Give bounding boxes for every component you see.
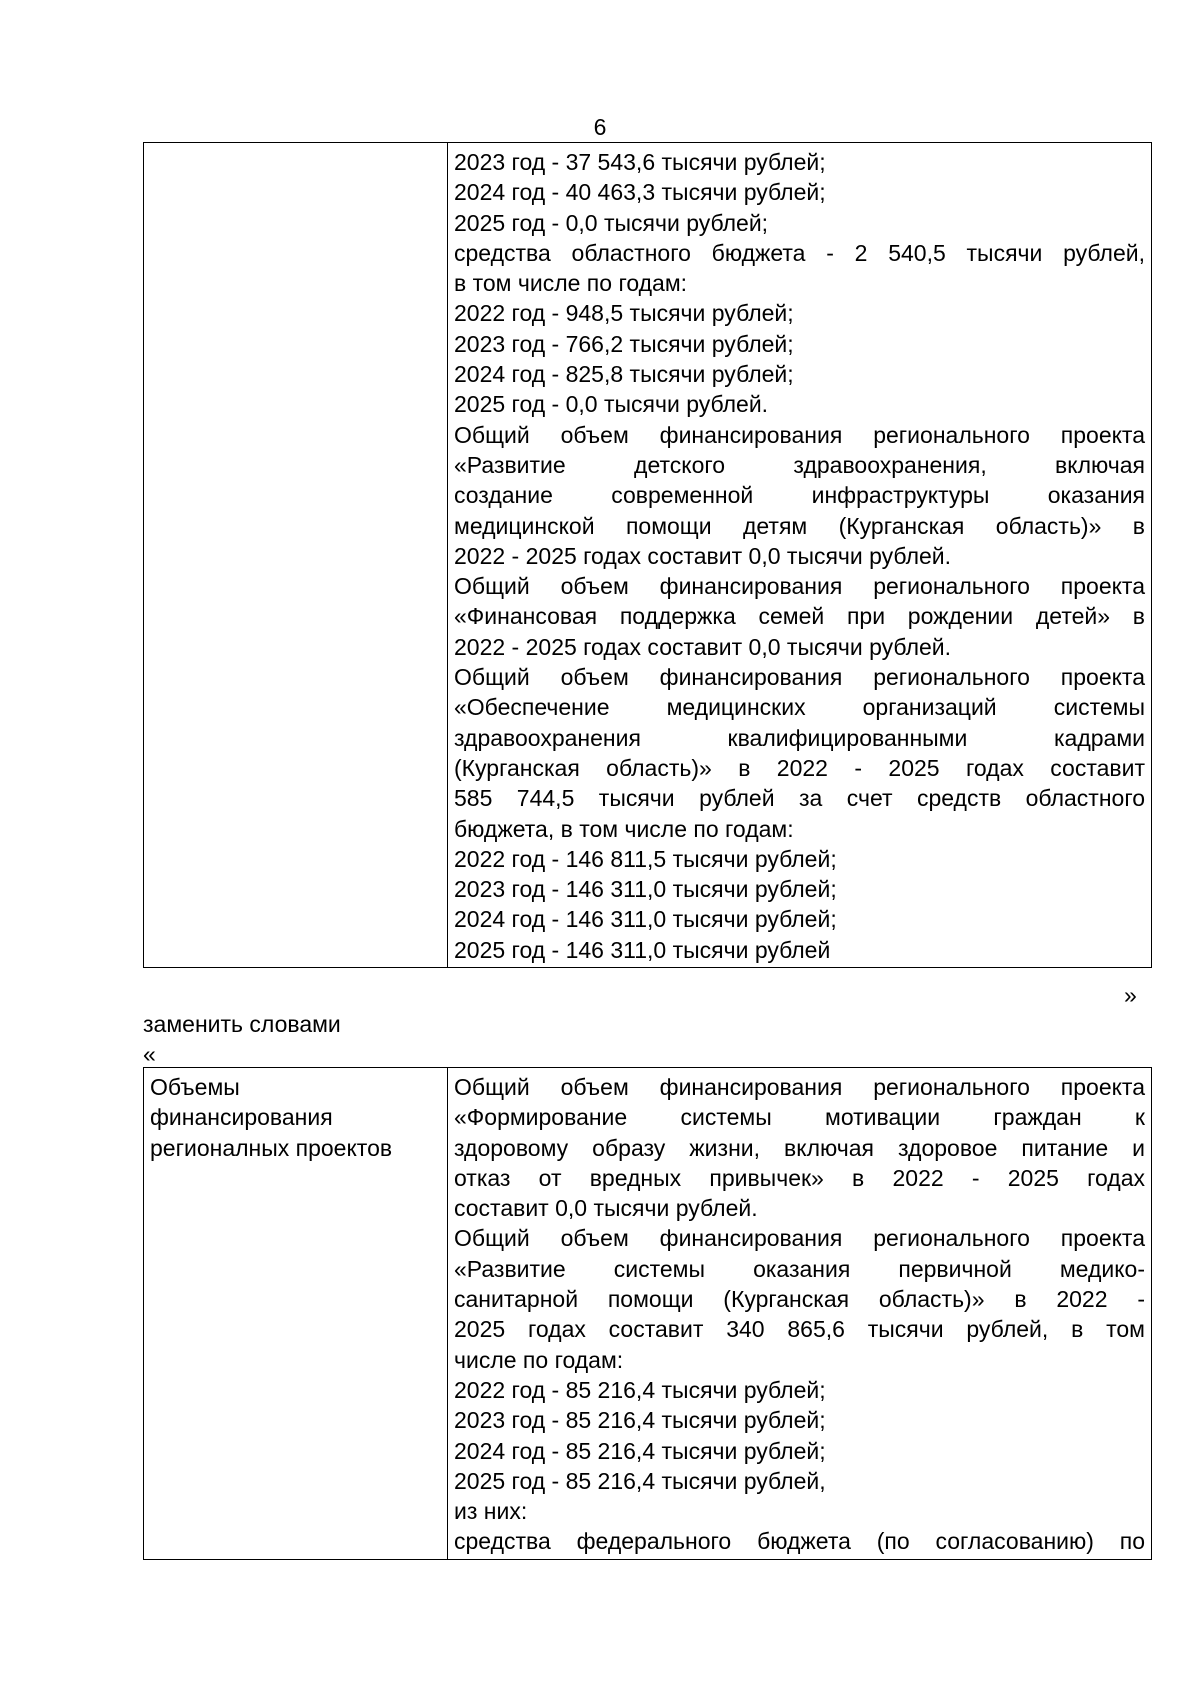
text-line: отказ от вредных привычек» в 2022 - 2025 годах	[454, 1164, 1145, 1191]
table-left-cell	[144, 143, 448, 968]
financing-table-old	[143, 142, 1152, 968]
text-line: Общий объем финансирования регионального проекта	[454, 573, 1145, 600]
text-line: 2025 годах составит 340 865,6 тысячи рублей, в том	[454, 1316, 1145, 1343]
financing-text-old	[454, 147, 1145, 965]
financing-table-new	[143, 1067, 1152, 1560]
text-line: Объемы	[150, 1074, 240, 1100]
text-line: Общий объем финансирования регионального проекта	[454, 664, 1145, 691]
table-row	[144, 1068, 1152, 1560]
text-line: создание современной инфраструктуры оказания	[454, 482, 1145, 509]
text-line: 2023 год - 37 543,6 тысячи рублей;	[454, 149, 826, 175]
row-heading	[150, 1072, 441, 1163]
text-line: бюджета, в том числе по годам:	[454, 815, 794, 842]
text-line: финансирования	[150, 1104, 333, 1131]
text-line: «Финансовая поддержка семей при рождении детей» в	[454, 603, 1145, 630]
text-line: средства федерального бюджета (по согласованию) по	[454, 1528, 1145, 1555]
text-line: Общий объем финансирования регионального проекта	[454, 1074, 1145, 1100]
replace-instruction: заменить словами	[143, 1011, 341, 1037]
text-line: 2025 год - 0,0 тысячи рублей;	[454, 209, 769, 236]
text-line: из них:	[454, 1498, 528, 1525]
text-line: медицинской помощи детям (Курганская область)» в	[454, 512, 1145, 539]
text-line: (Курганская область)» в 2022 - 2025 годах составит	[454, 754, 1145, 781]
text-line: Общий объем финансирования регионального проекта	[454, 421, 1145, 448]
table-row	[144, 143, 1152, 968]
text-line: здоровому образу жизни, включая здоровое питание и	[454, 1134, 1145, 1161]
text-line: санитарной помощи (Курганская область)» в 2022 -	[454, 1286, 1145, 1313]
text-line: 2023 год - 85 216,4 тысячи рублей;	[454, 1407, 826, 1434]
text-line: 2025 год - 85 216,4 тысячи рублей,	[454, 1467, 826, 1494]
financing-text-new	[454, 1072, 1145, 1557]
text-line: 2022 - 2025 годах составит 0,0 тысячи рублей.	[454, 633, 952, 660]
text-line: средства областного бюджета - 2 540,5 тысячи рублей,	[454, 239, 1145, 266]
page-number: 6	[593, 114, 607, 140]
text-line: 585 744,5 тысячи рублей за счет средств областного	[454, 785, 1145, 812]
text-line: 2024 год - 825,8 тысячи рублей;	[454, 361, 794, 388]
text-line: 2025 год - 146 311,0 тысячи рублей	[454, 936, 831, 963]
text-line: 2025 год - 0,0 тысячи рублей.	[454, 391, 769, 418]
text-line: 2022 год - 146 811,5 тысячи рублей;	[454, 845, 837, 872]
text-line: Общий объем финансирования регионального проекта	[454, 1225, 1145, 1252]
text-line: составит 0,0 тысячи рублей.	[454, 1195, 758, 1222]
text-line: «Развитие детского здравоохранения, включая	[454, 451, 1145, 478]
text-line: 2023 год - 766,2 тысячи рублей;	[454, 330, 794, 357]
table-right-cell	[448, 1068, 1152, 1560]
text-line: 2024 год - 146 311,0 тысячи рублей;	[454, 906, 837, 933]
text-line: 2024 год - 40 463,3 тысячи рублей;	[454, 179, 826, 206]
text-line: в том числе по годам:	[454, 270, 688, 297]
text-line: здравоохранения квалифицированными кадрами	[454, 724, 1145, 751]
text-line: 2023 год - 146 311,0 тысячи рублей;	[454, 876, 837, 903]
text-line: 2022 год - 85 216,4 тысячи рублей;	[454, 1376, 826, 1403]
text-line: 2022 - 2025 годах составит 0,0 тысячи рублей.	[454, 542, 952, 569]
text-line: «Развитие системы оказания первичной медико-	[454, 1255, 1145, 1282]
opening-quote-mark: «	[143, 1041, 156, 1067]
table-left-cell	[144, 1068, 448, 1560]
text-line: «Формирование системы мотивации граждан к	[454, 1104, 1145, 1131]
table-right-cell	[448, 143, 1152, 968]
closing-quote-mark: »	[1124, 982, 1137, 1008]
text-line: 2024 год - 85 216,4 тысячи рублей;	[454, 1437, 826, 1464]
text-line: числе по годам:	[454, 1346, 624, 1373]
text-line: 2022 год - 948,5 тысячи рублей;	[454, 300, 794, 327]
text-line: «Обеспечение медицинских организаций системы	[454, 694, 1145, 721]
text-line: регионалных проектов	[150, 1134, 393, 1161]
